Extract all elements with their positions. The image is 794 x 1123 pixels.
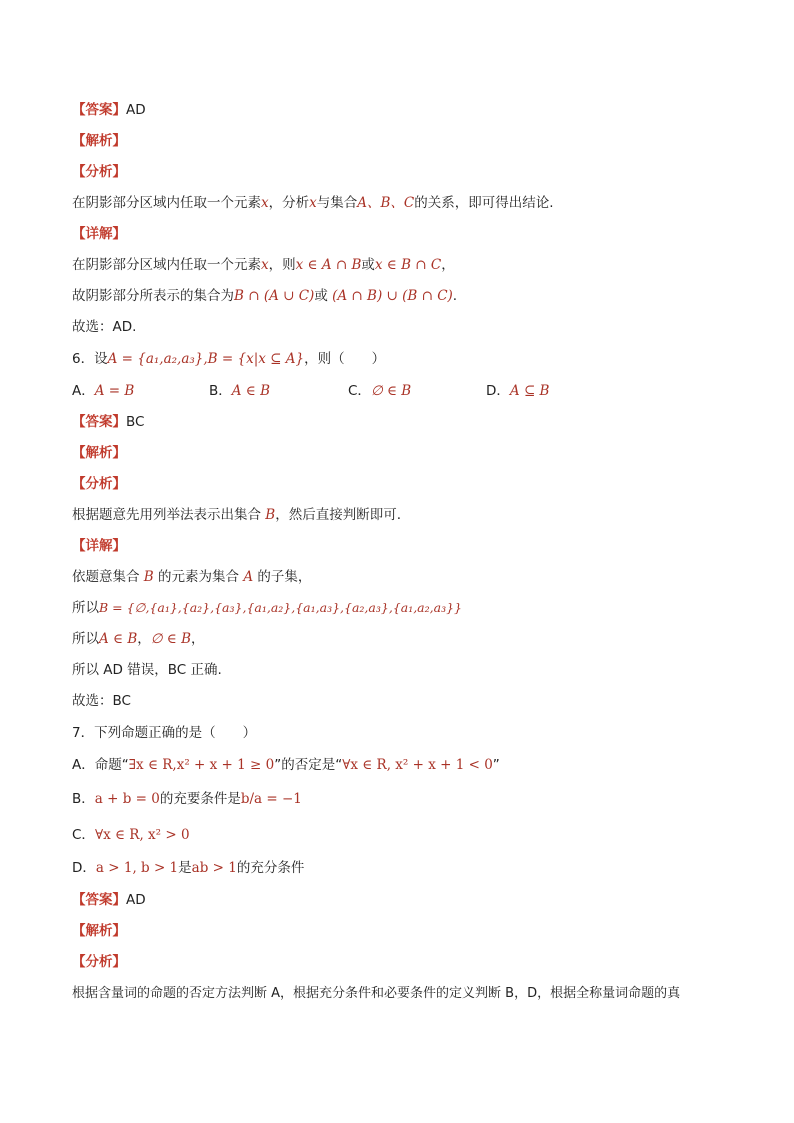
q6-option-a: A．A = B [72,383,135,399]
q5-fenxi-text: 在阴影部分区域内任取一个元素x，分析x与集合A、B、C的关系，即可得出结论. [72,195,554,211]
q7-answer-line: 【答案】AD [72,892,146,908]
q7-option-d: D．a > 1, b > 1是ab > 1的充分条件 [72,860,305,876]
q7-fenxi-text: 根据含量词的命题的否定方法判断 A，根据充分条件和必要条件的定义判断 B，D，根据全称量词命题的真 [72,986,681,1001]
q6-answer-line: 【答案】BC [72,414,145,430]
q5-jiexi-tag: 【解析】 [72,133,126,149]
q6-detail-4: 所以 AD 错误，BC 正确. [72,662,222,678]
q6-option-c: C．∅ ∈ B [348,383,412,399]
q5-detail-2: 故阴影部分所表示的集合为B ∩ (A ∪ C)或 (A ∩ B) ∪ (B ∩ C). [72,288,458,304]
answer-value: AD [126,102,146,118]
q6-detail-2: 所以B = {∅,{a₁},{a₂},{a₃},{a₁,a₂},{a₁,a₃},{a₂,a₃},{a₁,a₂,a₃}} [72,600,462,616]
q6-option-b: B．A ∈ B [209,383,271,399]
q7-option-c: C．∀x ∈ R, x² > 0 [72,827,190,843]
q6-detail-3: 所以A ∈ B，∅ ∈ B， [72,631,205,647]
q6-fenxi-tag: 【分析】 [72,476,126,492]
q5-detail-1: 在阴影部分区域内任取一个元素x，则x ∈ A ∩ B或x ∈ B ∩ C， [72,257,455,273]
q5-answer-line [72,101,146,119]
q6-xiangjie-tag: 【详解】 [72,538,126,554]
q7-jiexi-tag: 【解析】 [72,923,126,939]
q6-choice: 故选：BC [72,693,131,709]
q5-choice: 故选：AD. [72,319,137,335]
q5-fenxi-tag: 【分析】 [72,164,126,180]
q7-stem: 7．下列命题正确的是（ ） [72,725,257,741]
q6-stem: 6．设A = {a₁,a₂,a₃},B = {x|x ⊆ A}，则（ ） [72,351,386,367]
answer-tag: 【答案】 [72,102,126,118]
q6-detail-1: 依题意集合 B 的元素为集合 A 的子集， [72,569,312,585]
q6-option-d: D．A ⊆ B [486,383,550,399]
q7-option-a: A．命题“∃x ∈ R,x² + x + 1 ≥ 0”的否定是“∀x ∈ R, x² + x + 1 < 0” [72,757,500,773]
q6-jiexi-tag: 【解析】 [72,445,126,461]
q7-fenxi-tag: 【分析】 [72,954,126,970]
q7-option-b: B．a + b = 0的充要条件是b/a = −1 [72,791,302,807]
q5-xiangjie-tag: 【详解】 [72,226,126,242]
q6-fenxi-text: 根据题意先用列举法表示出集合 B，然后直接判断即可. [72,507,402,523]
